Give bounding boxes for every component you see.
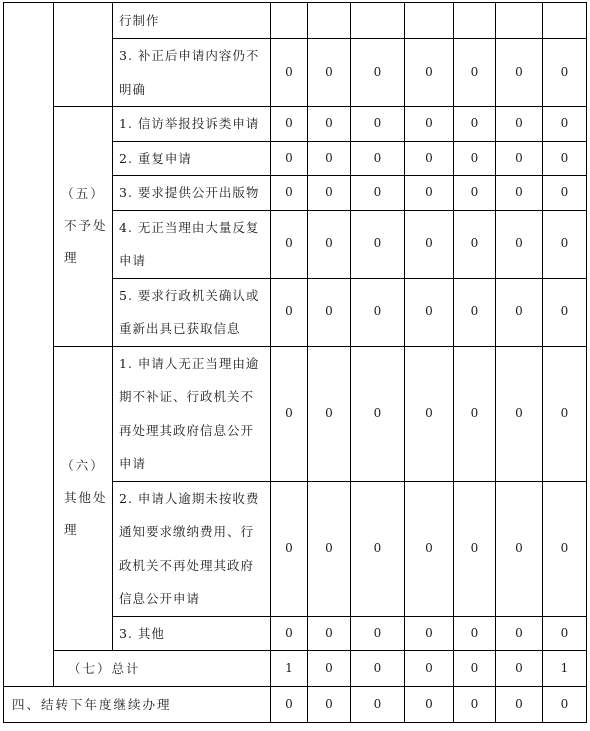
- value-cell: 0: [405, 687, 454, 723]
- item-label: 3. 其他: [113, 616, 271, 651]
- value-cell: 0: [308, 107, 351, 142]
- value-cell: 0: [496, 107, 543, 142]
- group-cell-empty: [54, 3, 113, 107]
- value-cell: 0: [543, 346, 587, 481]
- value-cell: 0: [454, 278, 496, 346]
- value-cell: 0: [454, 210, 496, 278]
- item-label: 5. 要求行政机关确认或重新出具已获取信息: [113, 278, 271, 346]
- value-cell: 0: [351, 346, 405, 481]
- value-cell: 0: [308, 39, 351, 107]
- value-cell: 0: [454, 107, 496, 142]
- value-cell: 0: [271, 346, 308, 481]
- value-cell: 0: [308, 481, 351, 616]
- value-cell: 0: [405, 616, 454, 651]
- group-number: （六）: [61, 458, 105, 474]
- value-cell: [308, 3, 351, 39]
- item-label: 2. 重复申请: [113, 141, 271, 176]
- group-title: 其他处理: [64, 490, 108, 538]
- value-cell: 0: [405, 481, 454, 616]
- value-cell: 0: [454, 346, 496, 481]
- value-cell: 0: [308, 346, 351, 481]
- group-label-six: [54, 346, 113, 651]
- value-cell: 0: [351, 210, 405, 278]
- value-cell: 0: [496, 278, 543, 346]
- value-cell: 0: [543, 210, 587, 278]
- value-cell: 0: [543, 616, 587, 651]
- value-cell: 0: [405, 651, 454, 687]
- table-row: [4, 3, 587, 39]
- table-row: [4, 346, 587, 481]
- value-cell: 0: [543, 107, 587, 142]
- value-cell: 0: [405, 107, 454, 142]
- value-cell: 0: [496, 346, 543, 481]
- value-cell: 0: [454, 651, 496, 687]
- value-cell: 0: [351, 39, 405, 107]
- value-cell: 0: [271, 141, 308, 176]
- value-cell: [351, 3, 405, 39]
- value-cell: 0: [271, 616, 308, 651]
- value-cell: 0: [405, 141, 454, 176]
- value-cell: 0: [543, 687, 587, 723]
- value-cell: 0: [496, 687, 543, 723]
- value-cell: 0: [496, 210, 543, 278]
- value-cell: 0: [496, 176, 543, 211]
- group-number: （五）: [61, 186, 105, 202]
- item-label: 1. 信访举报投诉类申请: [113, 107, 271, 142]
- group-title: 不予处理: [64, 218, 108, 266]
- value-cell: 0: [496, 141, 543, 176]
- value-cell: 0: [405, 39, 454, 107]
- value-cell: 0: [351, 651, 405, 687]
- value-cell: [496, 3, 543, 39]
- value-cell: 0: [454, 176, 496, 211]
- total-label: （七）总计: [54, 651, 271, 687]
- carry-over-row: [4, 687, 587, 723]
- total-row: [4, 651, 587, 687]
- value-cell: 1: [543, 651, 587, 687]
- value-cell: 0: [271, 107, 308, 142]
- value-cell: 0: [271, 210, 308, 278]
- value-cell: 0: [454, 141, 496, 176]
- item-label: 3. 补正后申请内容仍不明确: [113, 39, 271, 107]
- item-label: 1. 申请人无正当理由逾期不补证、行政机关不再处理其政府信息公开申请: [113, 346, 271, 481]
- value-cell: 0: [271, 176, 308, 211]
- value-cell: 0: [308, 278, 351, 346]
- group-label-five: [54, 107, 113, 347]
- value-cell: 0: [454, 616, 496, 651]
- value-cell: [405, 3, 454, 39]
- value-cell: 0: [351, 176, 405, 211]
- value-cell: 0: [454, 39, 496, 107]
- value-cell: 0: [351, 616, 405, 651]
- value-cell: 0: [496, 39, 543, 107]
- value-cell: 0: [405, 210, 454, 278]
- value-cell: 0: [543, 176, 587, 211]
- carry-over-label: 四、结转下年度继续办理: [4, 687, 271, 723]
- value-cell: 0: [405, 346, 454, 481]
- value-cell: 0: [543, 141, 587, 176]
- value-cell: [454, 3, 496, 39]
- value-cell: 1: [271, 651, 308, 687]
- value-cell: 0: [271, 39, 308, 107]
- item-label: 行制作: [113, 3, 271, 39]
- item-label: 4. 无正当理由大量反复申请: [113, 210, 271, 278]
- value-cell: 0: [543, 39, 587, 107]
- value-cell: 0: [351, 481, 405, 616]
- value-cell: 0: [496, 651, 543, 687]
- value-cell: 0: [543, 481, 587, 616]
- value-cell: 0: [405, 278, 454, 346]
- item-label: 2. 申请人逾期未按收费通知要求缴纳费用、行政机关不再处理其政府信息公开申请: [113, 481, 271, 616]
- value-cell: 0: [308, 616, 351, 651]
- value-cell: [271, 3, 308, 39]
- value-cell: 0: [271, 481, 308, 616]
- value-cell: 0: [308, 210, 351, 278]
- value-cell: 0: [351, 141, 405, 176]
- value-cell: 0: [351, 107, 405, 142]
- value-cell: 0: [496, 481, 543, 616]
- table-row: [4, 107, 587, 142]
- value-cell: 0: [454, 481, 496, 616]
- outer-margin-cell: [4, 3, 54, 687]
- value-cell: 0: [351, 278, 405, 346]
- value-cell: 0: [271, 687, 308, 723]
- value-cell: 0: [543, 278, 587, 346]
- value-cell: 0: [308, 651, 351, 687]
- value-cell: 0: [308, 176, 351, 211]
- disclosure-stats-table: [3, 2, 587, 723]
- value-cell: 0: [496, 616, 543, 651]
- value-cell: 0: [351, 687, 405, 723]
- value-cell: [543, 3, 587, 39]
- value-cell: 0: [271, 278, 308, 346]
- item-label: 3. 要求提供公开出版物: [113, 176, 271, 211]
- value-cell: 0: [308, 141, 351, 176]
- value-cell: 0: [405, 176, 454, 211]
- value-cell: 0: [454, 687, 496, 723]
- value-cell: 0: [308, 687, 351, 723]
